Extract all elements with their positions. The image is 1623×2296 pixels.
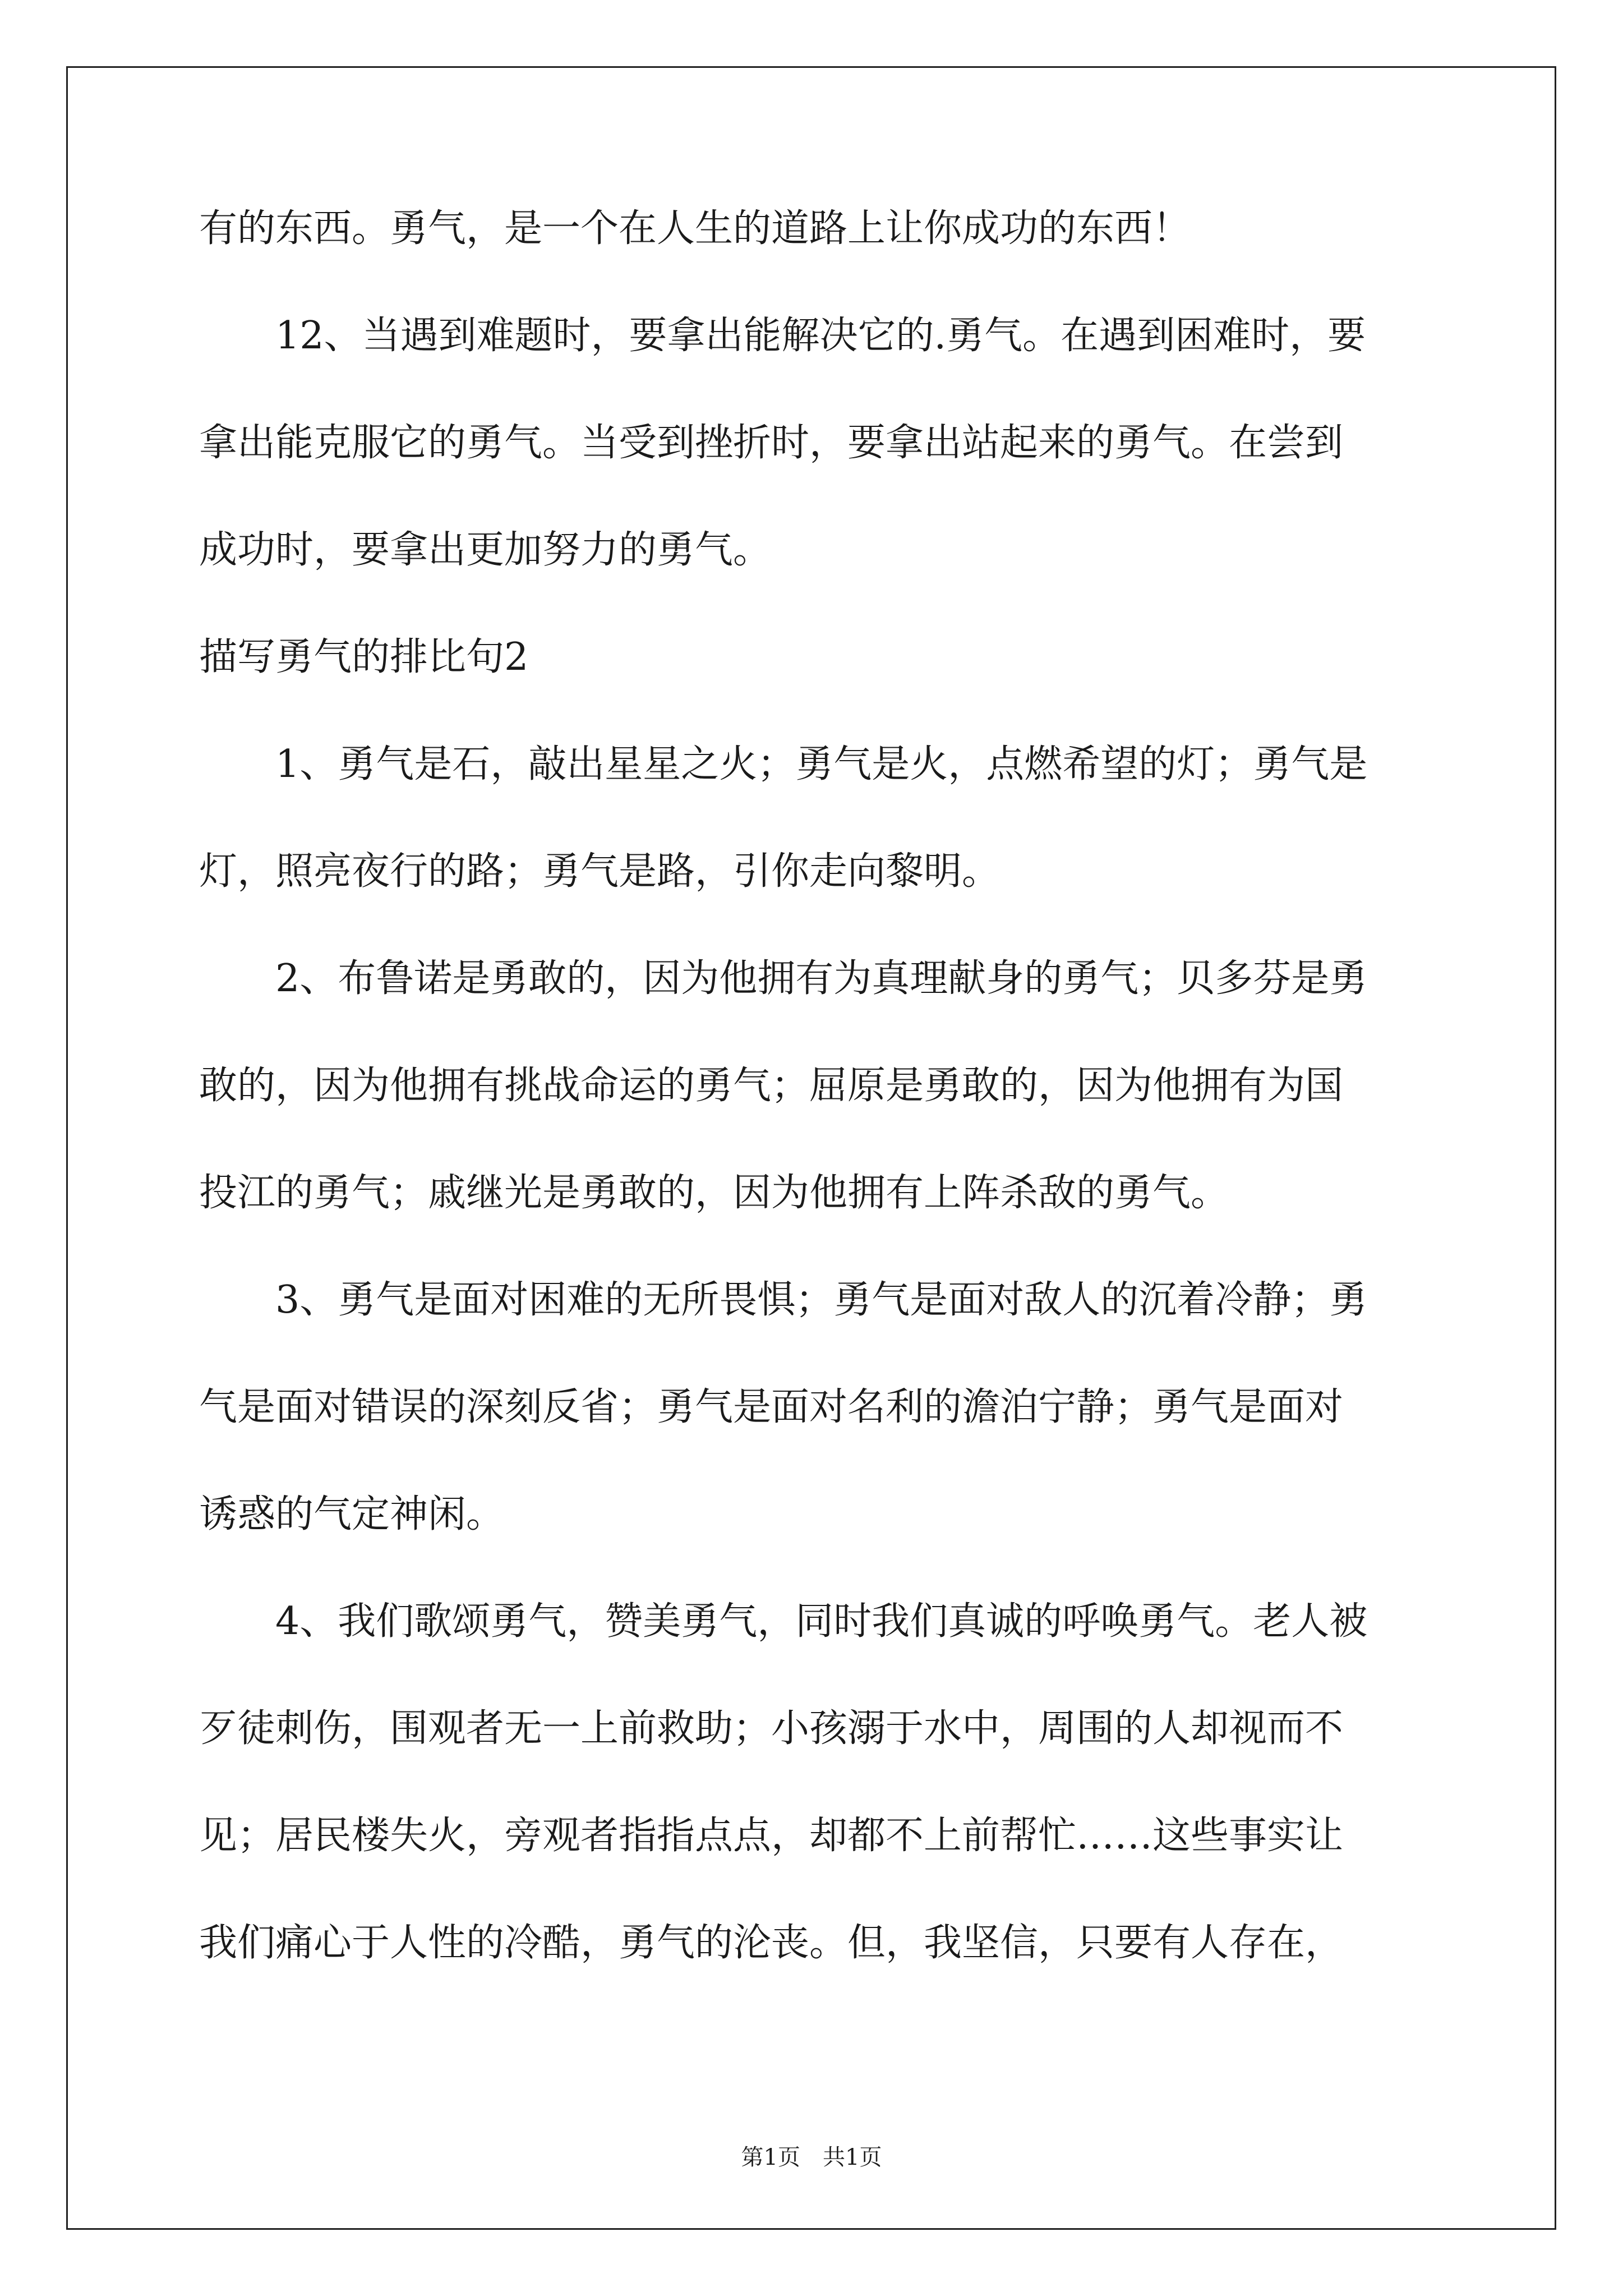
document-body	[199, 202, 1433, 1970]
body-line: 投江的勇气；戚继光是勇敢的，因为他拥有上阵杀敌的勇气。	[199, 1171, 1229, 1215]
body-line: 成功时，要拿出更加努力的勇气。	[199, 528, 772, 572]
body-line: 2、布鲁诺是勇敢的，因为他拥有为真理献身的勇气；贝多芬是勇	[199, 956, 1368, 1001]
body-line: 拿出能克服它的勇气。当受到挫折时，要拿出站起来的勇气。在尝到	[199, 421, 1344, 465]
section-heading: 描写勇气的排比句2	[199, 635, 529, 679]
body-line: 4、我们歌颂勇气，赞美勇气，同时我们真诚的呼唤勇气。老人被	[199, 1599, 1368, 1644]
page-footer	[0, 2141, 1623, 2174]
body-line: 诱惑的气定神闲。	[199, 1492, 505, 1536]
body-line: 12、当遇到难题时，要拿出能解决它的.勇气。在遇到困难时，要	[199, 314, 1366, 358]
body-line: 有的东西。勇气，是一个在人生的道路上让你成功的东西！	[199, 206, 1191, 251]
body-line: 1、勇气是石，敲出星星之火；勇气是火，点燃希望的灯；勇气是	[199, 742, 1368, 786]
body-line: 3、勇气是面对困难的无所畏惧；勇气是面对敌人的沉着冷静；勇	[199, 1278, 1368, 1322]
body-line: 我们痛心于人性的冷酷，勇气的沦丧。但，我坚信，只要有人存在，	[199, 1921, 1344, 1965]
body-line: 气是面对错误的深刻反省；勇气是面对名利的澹泊宁静；勇气是面对	[199, 1385, 1344, 1429]
page-current-label: 第1页	[741, 2145, 800, 2170]
body-line: 见；居民楼失火，旁观者指指点点，却都不上前帮忙……这些事实让	[199, 1814, 1344, 1858]
body-line: 歹徒刺伤，围观者无一上前救助；小孩溺于水中，周围的人却视而不	[199, 1706, 1344, 1751]
page-total-label: 共1页	[823, 2145, 882, 2170]
body-line: 灯，照亮夜行的路；勇气是路，引你走向黎明。	[199, 849, 1000, 894]
body-line: 敢的，因为他拥有挑战命运的勇气；屈原是勇敢的，因为他拥有为国	[199, 1064, 1344, 1108]
